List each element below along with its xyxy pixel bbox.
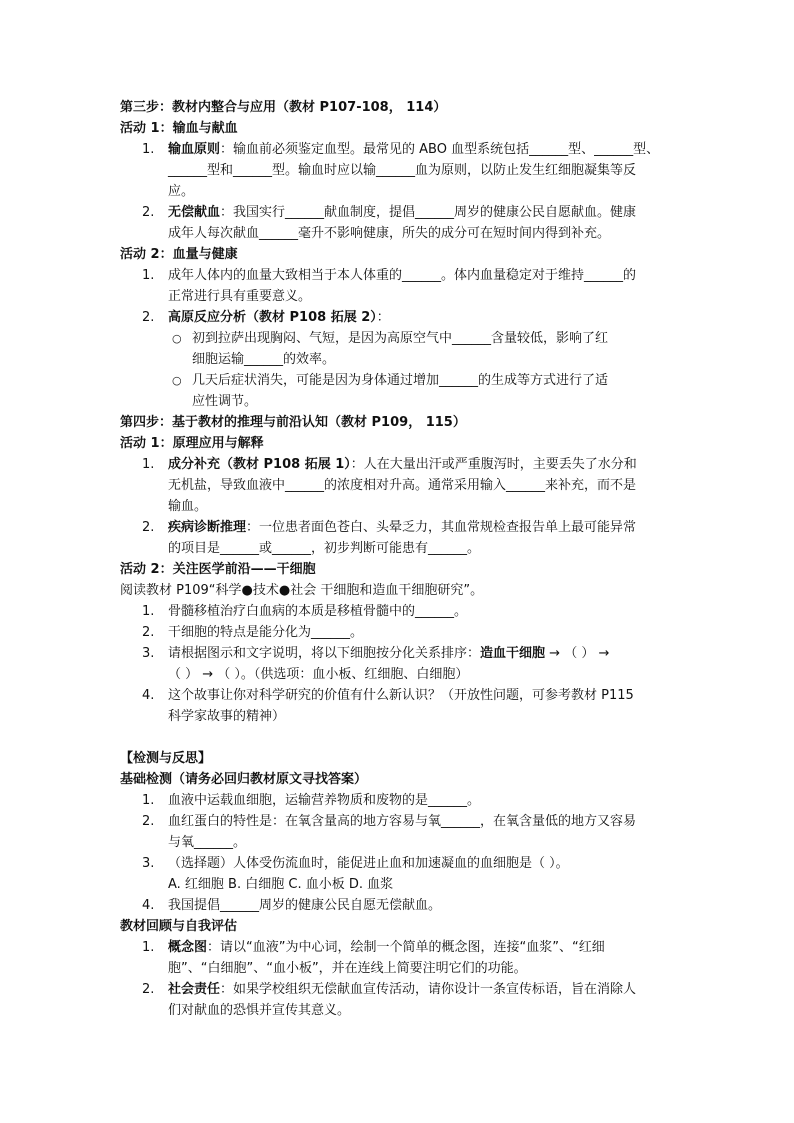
item-number: 4. xyxy=(142,688,155,703)
item-number: 4. xyxy=(142,898,155,913)
list-item xyxy=(120,202,680,244)
item-text: 无机盐，导致血液中______的浓度相对升高。通常采用输入______来补充，而不是 xyxy=(168,478,637,493)
item-number: 1. xyxy=(142,940,155,955)
item-text: 血液中运载血细胞，运输营养物质和废物的是______。 xyxy=(168,793,481,808)
item-text: ：如果学校组织无偿献血宣传活动，请你设计一条宣传标语，旨在消除人 xyxy=(220,982,637,997)
item-number: 2. xyxy=(142,982,155,997)
item-text: 与氧______。 xyxy=(168,835,247,850)
item-number: 1. xyxy=(142,604,155,619)
item-label: 成分补充（教材 P108 拓展 1） xyxy=(168,457,351,472)
item-text: ：我国实行______献血制度，提倡______周岁的健康公民自愿献血。健康 xyxy=(220,205,637,220)
bullet-item xyxy=(120,328,680,370)
bullet-text: 初到拉萨出现胸闷、气短，是因为高原空气中______含量较低，影响了红 xyxy=(192,331,609,346)
item-number: 1. xyxy=(142,268,155,283)
reading-instruction: 阅读教材 P109“科学●技术●社会 干细胞和造血干细胞研究”。 xyxy=(120,583,484,598)
item-number: 1. xyxy=(142,457,155,472)
item-text: 科学家故事的精神） xyxy=(168,709,286,724)
list-item xyxy=(120,895,680,916)
list-item xyxy=(120,643,680,685)
item-text: （ ） → （ ）。（供选项：血小板、红细胞、白细胞） xyxy=(168,667,469,682)
item-number: 1. xyxy=(142,142,155,157)
item-label: 输血原则 xyxy=(168,142,221,157)
item-text: 们对献血的恐惧并宣传其意义。 xyxy=(168,1003,351,1018)
spacer xyxy=(120,727,680,748)
item-number: 2. xyxy=(142,310,155,325)
item-text: 正常进行具有重要意义。 xyxy=(168,289,312,304)
list-item xyxy=(120,979,680,1021)
step4-activity2-heading: 活动 2：关注医学前沿——干细胞 xyxy=(120,562,316,577)
item-text: 输血。 xyxy=(168,499,208,514)
item-number: 3. xyxy=(142,856,155,871)
item-number: 2. xyxy=(142,205,155,220)
item-number: 2. xyxy=(142,814,155,829)
item-text: 的项目是______或______，初步判断可能患有______。 xyxy=(168,541,481,556)
list-item xyxy=(120,937,680,979)
bullet-text: 几天后症状消失，可能是因为身体通过增加______的生成等方式进行了适 xyxy=(192,373,609,388)
item-text: → （ ） → xyxy=(545,646,610,661)
item-number: 2. xyxy=(142,520,155,535)
step3-activity1-heading: 活动 1：输血与献血 xyxy=(120,121,238,136)
item-text: ：输血前必须鉴定血型。最常见的 ABO 血型系统包括______型、______型、 xyxy=(220,142,660,157)
item-label: 社会责任 xyxy=(168,982,221,997)
item-text: ：人在大量出汗或严重腹泻时，主要丢失了水分和 xyxy=(350,457,637,472)
list-item xyxy=(120,517,680,559)
item-text: 这个故事让你对科学研究的价值有什么新认识？（开放性问题，可参考教材 P115 xyxy=(168,688,634,703)
basic-check-heading: 基础检测（请务必回归教材原文寻找答案） xyxy=(120,772,368,787)
list-item xyxy=(120,307,680,328)
list-item xyxy=(120,790,680,811)
item-text: ：请以“血液”为中心词，绘制一个简单的概念图，连接“血浆”、“红细 xyxy=(207,940,605,955)
list-item xyxy=(120,139,680,202)
step3-heading: 第三步：教材内整合与应用（教材 P107-108， 114） xyxy=(120,100,447,115)
item-text: 成年人体内的血量大致相当于本人体重的______。体内血量稳定对于维持______的 xyxy=(168,268,637,283)
item-text: 成年人每次献血______毫升不影响健康，所失的成分可在短时间内得到补充。 xyxy=(168,226,611,241)
list-item xyxy=(120,811,680,853)
bullet-circle-icon: ○ xyxy=(172,374,182,387)
list-item xyxy=(120,601,680,622)
item-text: 应。 xyxy=(168,184,195,199)
list-item xyxy=(120,265,680,307)
list-item xyxy=(120,853,680,895)
item-text: 胞”、“白细胞”、“血小板”，并在连线上简要注明它们的功能。 xyxy=(168,961,527,976)
item-number: 1. xyxy=(142,793,155,808)
item-text: 干细胞的特点是能分化为______。 xyxy=(168,625,364,640)
check-heading: 【检测与反思】 xyxy=(120,751,212,766)
item-label: 疾病诊断推理 xyxy=(168,520,247,535)
step4-activity1-heading: 活动 1：原理应用与解释 xyxy=(120,436,264,451)
item-text: ______型和______型。输血时应以输______血为原则，以防止发生红细胞凝集等反 xyxy=(168,163,637,178)
item-label: 概念图 xyxy=(168,940,208,955)
review-heading: 教材回顾与自我评估 xyxy=(120,919,238,934)
list-item xyxy=(120,622,680,643)
item-text: 血红蛋白的特性是：在氧含量高的地方容易与氧______，在氧含量低的地方又容易 xyxy=(168,814,637,829)
item-text: 请根据图示和文字说明，将以下细胞按分化关系排序： xyxy=(168,646,481,661)
item-text: 骨髓移植治疗白血病的本质是移植骨髓中的______。 xyxy=(168,604,468,619)
step4-heading: 第四步：基于教材的推理与前沿认知（教材 P109， 115） xyxy=(120,415,466,430)
item-label: 无偿献血 xyxy=(168,205,221,220)
bullet-circle-icon: ○ xyxy=(172,332,182,345)
item-text: A. 红细胞 B. 白细胞 C. 血小板 D. 血浆 xyxy=(168,877,394,892)
item-number: 3. xyxy=(142,646,155,661)
step3-activity2-heading: 活动 2：血量与健康 xyxy=(120,247,238,262)
bullet-item xyxy=(120,370,680,412)
document-page xyxy=(120,97,680,1021)
item-number: 2. xyxy=(142,625,155,640)
list-item xyxy=(120,685,680,727)
item-text: ： xyxy=(376,310,390,325)
item-text: 我国提倡______周岁的健康公民自愿无偿献血。 xyxy=(168,898,442,913)
item-label: 造血干细胞 xyxy=(480,646,546,661)
item-text: （选择题）人体受伤流血时，能促进止血和加速凝血的血细胞是（ ）。 xyxy=(168,856,569,871)
item-text: ：一位患者面色苍白、头晕乏力，其血常规检查报告单上最可能异常 xyxy=(246,520,637,535)
item-label: 高原反应分析（教材 P108 拓展 2） xyxy=(168,310,377,325)
bullet-text: 应性调节。 xyxy=(192,394,258,409)
bullet-text: 细胞运输______的效率。 xyxy=(192,352,336,367)
list-item xyxy=(120,454,680,517)
